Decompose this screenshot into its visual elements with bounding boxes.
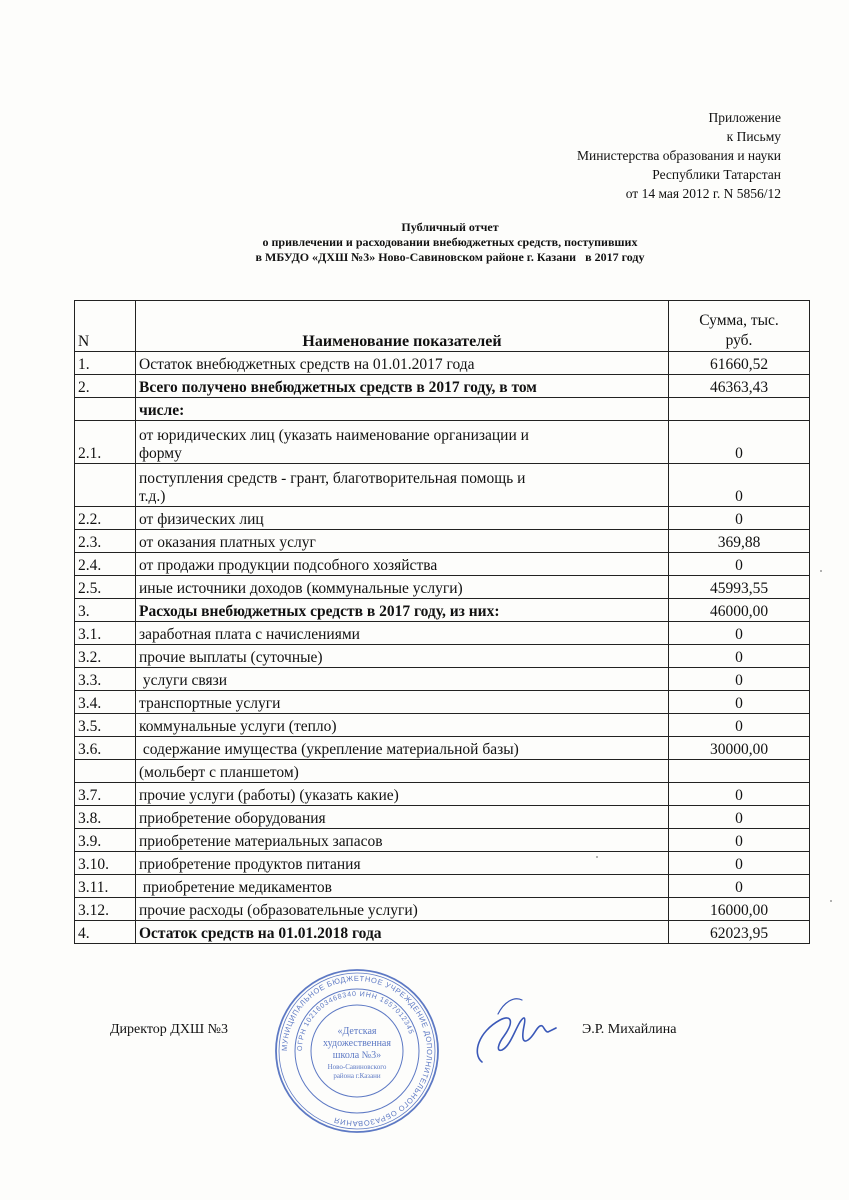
row-label: услуги связи bbox=[136, 668, 669, 691]
row-value bbox=[669, 760, 810, 783]
sum-header-line: Сумма, тыс. bbox=[699, 312, 779, 329]
sum-header-line: руб. bbox=[725, 332, 753, 349]
row-value: 0 bbox=[669, 622, 810, 645]
row-value: 0 bbox=[669, 829, 810, 852]
stamp-center-line: «Детская bbox=[337, 1026, 377, 1037]
row-value: 16000,00 bbox=[669, 898, 810, 921]
row-number: 3.5. bbox=[75, 714, 136, 737]
column-header-sum bbox=[669, 301, 810, 352]
row-number: 3.7. bbox=[75, 783, 136, 806]
row-number: 3.12. bbox=[75, 898, 136, 921]
table-header-row bbox=[75, 301, 810, 352]
scan-dot bbox=[830, 900, 832, 902]
row-number: 3.3. bbox=[75, 668, 136, 691]
table-row bbox=[75, 691, 810, 714]
row-value: 0 bbox=[669, 464, 810, 507]
row-value: 369,88 bbox=[669, 530, 810, 553]
header-line: Республики Татарстан bbox=[652, 167, 781, 182]
table-row bbox=[75, 806, 810, 829]
header-line: Министерства образования и науки bbox=[576, 148, 781, 163]
row-number: 3.10. bbox=[75, 852, 136, 875]
row-number: 3. bbox=[75, 599, 136, 622]
row-label-line: поступления средств - грант, благотворительная помощь и bbox=[139, 470, 526, 487]
column-header-name: Наименование показателей bbox=[136, 301, 669, 352]
row-value: 0 bbox=[669, 691, 810, 714]
row-label: прочие расходы (образовательные услуги) bbox=[136, 898, 669, 921]
table-row bbox=[75, 599, 810, 622]
table-row bbox=[75, 668, 810, 691]
row-value: 0 bbox=[669, 553, 810, 576]
title-line: о привлечении и расходовании внебюджетных средств, поступивших bbox=[262, 235, 638, 249]
header-line: Приложение bbox=[708, 110, 781, 125]
row-number: 2.4. bbox=[75, 553, 136, 576]
signature-stroke bbox=[498, 999, 522, 1014]
row-value: 30000,00 bbox=[669, 737, 810, 760]
report-title bbox=[150, 220, 750, 265]
row-label: Всего получено внебюджетных средств в 2017 году, в том bbox=[136, 375, 669, 398]
row-number: 3.4. bbox=[75, 691, 136, 714]
row-number: 2.3. bbox=[75, 530, 136, 553]
row-label: приобретение материальных запасов bbox=[136, 829, 669, 852]
title-line: Публичный отчет bbox=[401, 220, 499, 234]
row-label: числе: bbox=[136, 398, 669, 421]
row-value: 45993,55 bbox=[669, 576, 810, 599]
table-row bbox=[75, 576, 810, 599]
row-value: 0 bbox=[669, 507, 810, 530]
row-value: 0 bbox=[669, 806, 810, 829]
row-label: коммунальные услуги (тепло) bbox=[136, 714, 669, 737]
table-row bbox=[75, 921, 810, 944]
row-label-line: т.д.) bbox=[139, 488, 166, 505]
row-label: прочие услуги (работы) (указать какие) bbox=[136, 783, 669, 806]
stamp-center-line: Ново-Савиновского bbox=[327, 1063, 387, 1071]
row-label: (мольберт с планшетом) bbox=[136, 760, 669, 783]
row-number: 2.1. bbox=[75, 421, 136, 464]
official-stamp bbox=[272, 966, 442, 1136]
row-value: 0 bbox=[669, 714, 810, 737]
row-label: приобретение продуктов питания bbox=[136, 852, 669, 875]
row-value: 46000,00 bbox=[669, 599, 810, 622]
scan-dot bbox=[596, 856, 598, 858]
table-row bbox=[75, 852, 810, 875]
row-label: иные источники доходов (коммунальные услуги) bbox=[136, 576, 669, 599]
stamp-inner-ring-text: ОГРН 1021603468340 ИНН 1657012345 bbox=[296, 990, 415, 1052]
row-label: заработная плата с начислениями bbox=[136, 622, 669, 645]
table-row bbox=[75, 352, 810, 375]
row-number: 3.11. bbox=[75, 875, 136, 898]
row-number: 3.9. bbox=[75, 829, 136, 852]
row-label: приобретение оборудования bbox=[136, 806, 669, 829]
row-label: прочие выплаты (суточные) bbox=[136, 645, 669, 668]
row-value: 61660,52 bbox=[669, 352, 810, 375]
table-row bbox=[75, 398, 810, 421]
row-value: 46363,43 bbox=[669, 375, 810, 398]
scan-dot bbox=[820, 570, 822, 572]
row-label: Остаток средств на 01.01.2018 года bbox=[136, 921, 669, 944]
table-row bbox=[75, 375, 810, 398]
row-label: от оказания платных услуг bbox=[136, 530, 669, 553]
table-row bbox=[75, 464, 810, 507]
director-name: Э.Р. Михайлина bbox=[582, 1022, 677, 1037]
row-value: 0 bbox=[669, 875, 810, 898]
header-line: к Письму bbox=[726, 129, 781, 144]
stamp-center-line: художественная bbox=[323, 1038, 391, 1049]
table-row bbox=[75, 898, 810, 921]
table-row bbox=[75, 645, 810, 668]
report-table bbox=[74, 300, 810, 944]
row-value: 0 bbox=[669, 852, 810, 875]
row-label: транспортные услуги bbox=[136, 691, 669, 714]
signature-stroke bbox=[477, 1018, 556, 1062]
row-number: 2. bbox=[75, 375, 136, 398]
table-row bbox=[75, 507, 810, 530]
row-number: 1. bbox=[75, 352, 136, 375]
row-number bbox=[75, 464, 136, 507]
table-row bbox=[75, 783, 810, 806]
row-label: от физических лиц bbox=[136, 507, 669, 530]
row-number bbox=[75, 760, 136, 783]
appendix-header bbox=[481, 108, 781, 203]
row-value: 62023,95 bbox=[669, 921, 810, 944]
table-row bbox=[75, 714, 810, 737]
row-value: 0 bbox=[669, 645, 810, 668]
row-label: содержание имущества (укрепление материальной базы) bbox=[136, 737, 669, 760]
row-number: 2.2. bbox=[75, 507, 136, 530]
row-label: от продажи продукции подсобного хозяйства bbox=[136, 553, 669, 576]
row-number: 4. bbox=[75, 921, 136, 944]
header-line: от 14 мая 2012 г. N 5856/12 bbox=[625, 186, 781, 201]
table-row bbox=[75, 421, 810, 464]
stamp-center-line: школа №3» bbox=[332, 1050, 382, 1061]
stamp-center-line: района г.Казани bbox=[333, 1072, 381, 1080]
row-value: 0 bbox=[669, 421, 810, 464]
director-title: Директор ДХШ №3 bbox=[110, 1022, 228, 1037]
row-number: 3.8. bbox=[75, 806, 136, 829]
column-header-n: N bbox=[75, 301, 136, 352]
row-number: 3.1. bbox=[75, 622, 136, 645]
table-row bbox=[75, 829, 810, 852]
row-label: Остаток внебюджетных средств на 01.01.2017 года bbox=[136, 352, 669, 375]
row-label-line: форму bbox=[139, 445, 182, 462]
table-row bbox=[75, 530, 810, 553]
row-value: 0 bbox=[669, 668, 810, 691]
row-value: 0 bbox=[669, 783, 810, 806]
row-number: 3.2. bbox=[75, 645, 136, 668]
table-row bbox=[75, 622, 810, 645]
row-number: 3.6. bbox=[75, 737, 136, 760]
stamp-ring-text: МУНИЦИПАЛЬНОЕ БЮДЖЕТНОЕ УЧРЕЖДЕНИЕ ДОПОЛНИТЕЛЬНОГО ОБРАЗОВАНИЯ bbox=[279, 973, 435, 1129]
table-row bbox=[75, 553, 810, 576]
row-value bbox=[669, 398, 810, 421]
row-label: Расходы внебюджетных средств в 2017 году, из них: bbox=[136, 599, 669, 622]
table-row bbox=[75, 760, 810, 783]
row-label: приобретение медикаментов bbox=[136, 875, 669, 898]
director-signature bbox=[470, 992, 560, 1072]
table-row bbox=[75, 875, 810, 898]
row-number: 2.5. bbox=[75, 576, 136, 599]
row-label-line: от юридических лиц (указать наименование организации и bbox=[139, 427, 529, 444]
row-number bbox=[75, 398, 136, 421]
title-line: в МБУДО «ДХШ №3» Ново-Савиновском районе г. Казани в 2017 году bbox=[255, 250, 645, 264]
table-row bbox=[75, 737, 810, 760]
row-label bbox=[136, 464, 669, 507]
row-label bbox=[136, 421, 669, 464]
